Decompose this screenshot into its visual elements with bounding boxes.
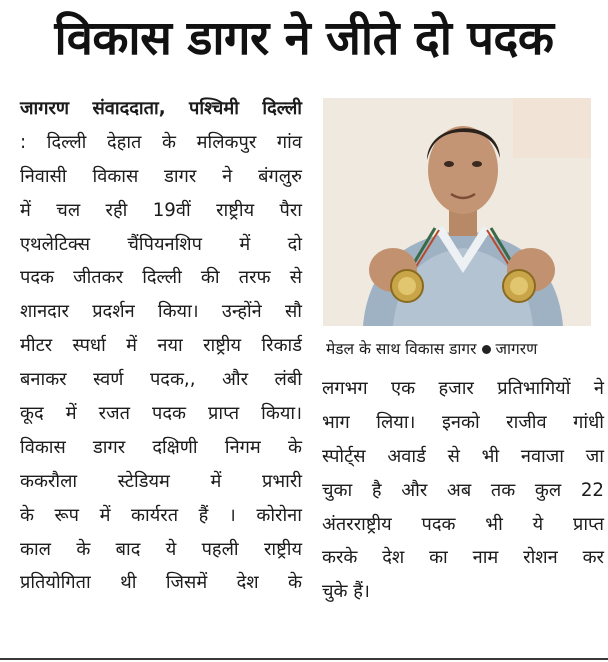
body-line: अंतरराष्ट्रीय पदक भी ये प्राप्त	[322, 513, 604, 535]
body-line: बनाकर स्वर्ण पदक,, और लंबी	[20, 369, 302, 391]
body-line: पदक जीतकर दिल्ली की तरफ से	[20, 267, 302, 289]
body-line: शानदार प्रदर्शन किया। उन्होंने सौ	[20, 301, 302, 323]
body-line: एथलेटिक्स चैंपियनशिप में दो	[20, 233, 302, 255]
body-line: चुका है और अब तक कुल 22	[322, 479, 604, 501]
article-body-left	[20, 92, 302, 600]
body-line-last: चुके हैं।	[322, 581, 370, 603]
body-line: में चल रही 19वीं राष्ट्रीय पैरा	[20, 199, 302, 221]
bullet-dot-icon	[482, 345, 491, 354]
body-line: विकास डागर दक्षिणी निगम के	[20, 436, 302, 458]
bottom-rule	[0, 658, 608, 660]
body-line: : दिल्ली देहात के मलिकपुर गांव	[20, 131, 302, 153]
body-line: भाग लिया। इनको राजीव गांधी	[322, 411, 604, 433]
athlete-illustration	[323, 98, 591, 326]
body-line: निवासी विकास डागर ने बंगलुरु	[20, 165, 302, 187]
body-line: ककरौला स्टेडियम में प्रभारी	[20, 470, 302, 492]
body-line: मीटर स्पर्धा में नया राष्ट्रीय रिकार्ड	[20, 335, 302, 357]
athlete-photo	[323, 98, 591, 326]
body-line: कूद में रजत पदक प्राप्त किया।	[20, 403, 302, 425]
body-line: काल के बाद ये पहली राष्ट्रीय	[20, 538, 302, 560]
caption-text: मेडल के साथ विकास डागर	[326, 340, 477, 358]
body-line: स्पोर्ट्स अवार्ड से भी नवाजा जा	[322, 445, 604, 467]
body-line: लगभग एक हजार प्रतिभागियों ने	[322, 378, 604, 399]
byline: जागरण संवाददाता, पश्चिमी दिल्ली	[20, 98, 302, 119]
body-line: प्रतियोगिता थी जिसमें देश के	[20, 572, 302, 594]
photo-caption	[326, 334, 596, 364]
body-line: के रूप में कार्यरत हैं । कोरोना	[20, 504, 302, 526]
body-line: करके देश का नाम रोशन कर	[322, 547, 604, 569]
caption-source: जागरण	[495, 340, 538, 358]
article-body-right	[322, 372, 604, 609]
headline: विकास डागर ने जीते दो पदक	[54, 11, 554, 66]
